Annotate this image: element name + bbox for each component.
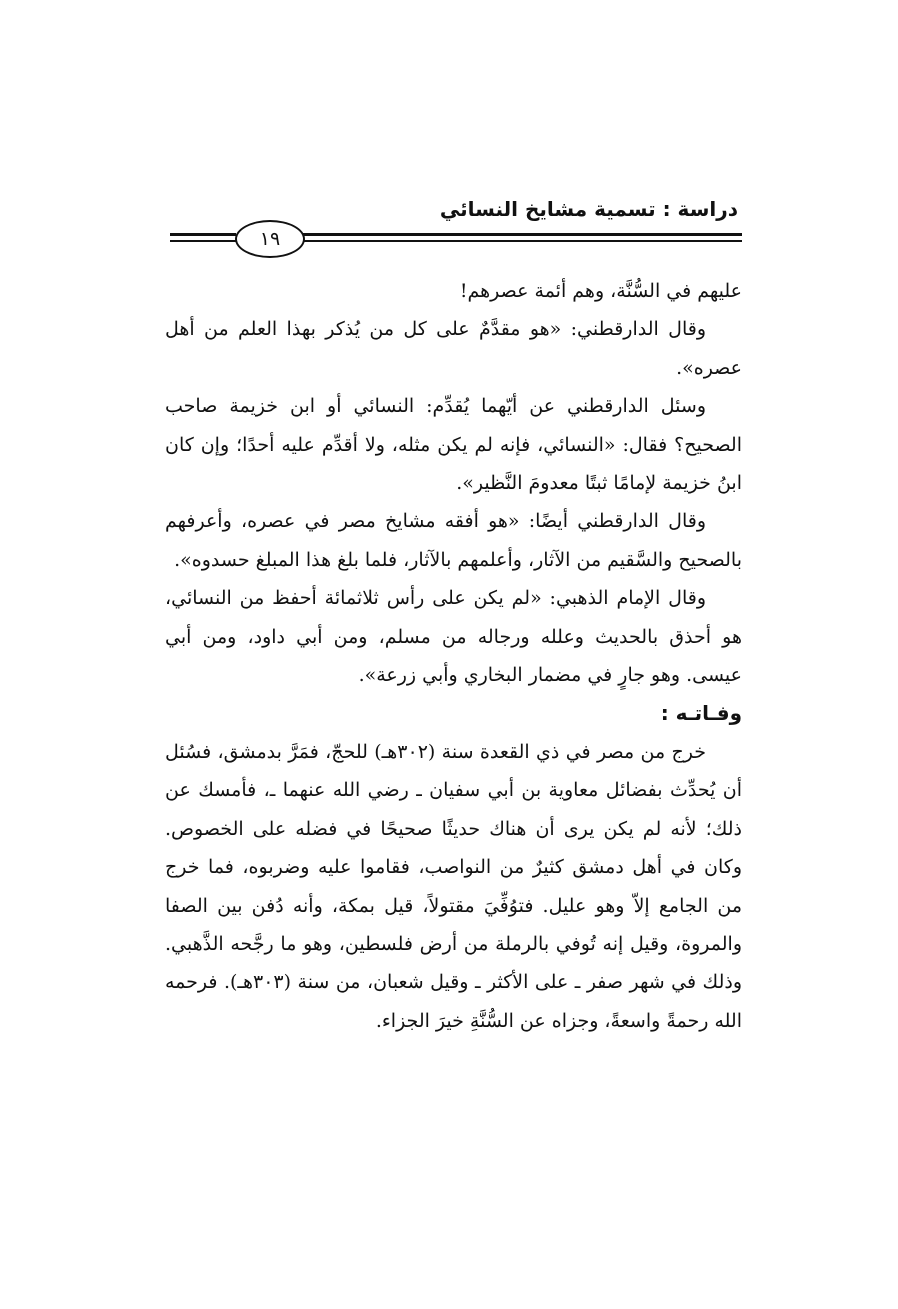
paragraph-death-account: خرج من مصر في ذي القعدة سنة (٣٠٢هـ) للحجّ، فمَرَّ بدمشق، فسُئل أن يُحدِّث بفضائل معاوية بن أبي سفيان ـ رضي الله عنهما ـ، فأمسك عن ذلك؛ لأنه لم يكن يرى أن هناك حديثًا صحيحًا في فضله على الخصوص. وكان في أهل دمشق كثيرٌ من النواصب، فقاموا عليه وضربوه، فما خرج من الجامع إلاّ وهو عليل. فتوُفِّيَ مقتولاً، قيل بمكة، وأنه دُفن بين الصفا والمروة، وقيل إنه تُوفي بالرملة من أرض فلسطين، وهو ما رجَّحه الذَّهبي. وذلك في شهر صفر ـ على الأكثر ـ وقيل شعبان، من سنة (٣٠٣هـ). فرحمه الله رحمةً واسعةً، وجزاه عن السُّنَّةِ خيرَ الجزاء.	[165, 740, 742, 1032]
paragraph-daraqutni-fiqh: وقال الدارقطني أيضًا: «هو أفقه مشايخ مصر في عصره، وأعرفهم بالصحيح والسَّقيم من الآثار، وأعلمهم بالآثار، فلما بلغ هذا المبلغ حسدوه».	[165, 510, 742, 571]
paragraph-continuation: عليهم في السُّنَّة، وهم أئمة عصرهم!	[459, 280, 742, 302]
header-rule-top-right	[300, 233, 742, 236]
paragraph-dhahabi-quote: وقال الإمام الذهبي: «لم يكن على رأس ثلاثمائة أحفظ من النسائي، هو أحذق بالحديث وعلله ورجاله من مسلم، ومن أبي داود، ومن أبي عيسى. وهو جارٍ في مضمار البخاري وأبي زرعة».	[165, 587, 742, 687]
paragraph-daraqutni-question: وسئل الدارقطني عن أيّهما يُقدِّم: النسائي أو ابن خزيمة صاحب الصحيح؟ فقال: «النسائي، فإنه لم يكن مثله، ولا أقدِّم عليه أحدًا؛ وإن كان ابنُ خزيمة لإمامًا ثبتًا معدومَ النَّظير».	[165, 395, 742, 495]
header-rule-top-left	[170, 233, 236, 236]
header-rule-bottom-right	[300, 240, 742, 242]
page-number: ١٩	[235, 220, 305, 258]
running-title: دراسة : تسمية مشايخ النسائي	[439, 197, 738, 221]
section-heading-death: وفـاتـه :	[660, 701, 742, 726]
body-text	[165, 272, 742, 1040]
header-rule-bottom-left	[170, 240, 236, 242]
paragraph-daraqutni-quote: وقال الدارقطني: «هو مقدَّمٌ على كل من يُذكر بهذا العلم من أهل عصره».	[165, 318, 742, 379]
